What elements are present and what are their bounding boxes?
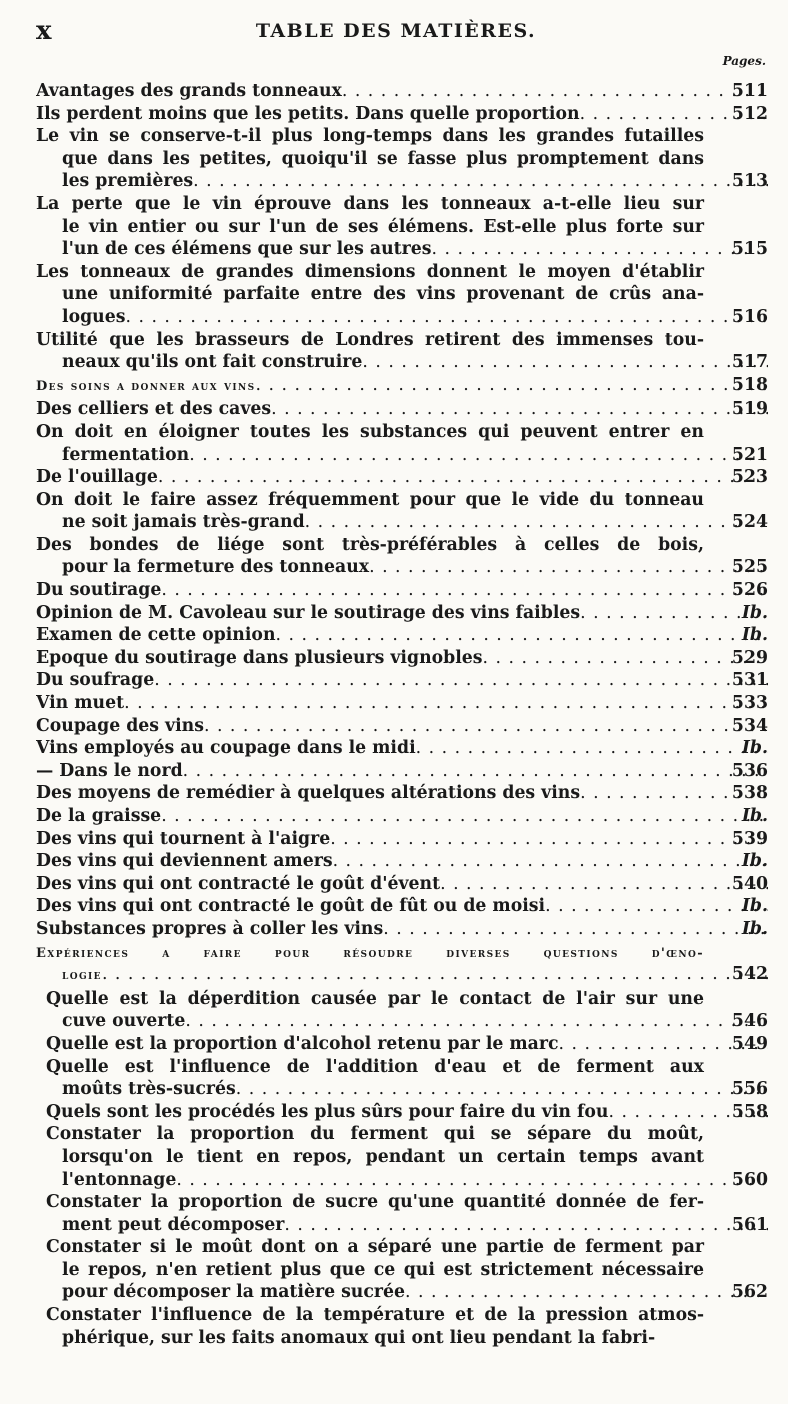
toc-page-number: 515 xyxy=(731,239,768,260)
toc-entry xyxy=(36,1101,768,1124)
toc-entry-text: Des vins qui ont contracté le goût d'évent xyxy=(36,873,441,894)
toc-entry-text: l'entonnage xyxy=(62,1169,177,1190)
toc-entry-text: Vins employés au coupage dans le midi xyxy=(36,738,416,759)
toc-page-number: 534 xyxy=(731,715,768,736)
toc-entry-text: lorsqu'on le tient en repos, pendant un certain temps avant xyxy=(62,1146,704,1167)
toc-page-number: 516 xyxy=(731,306,768,327)
toc-entry xyxy=(36,1033,768,1056)
toc-entry-text: Des celliers et des caves xyxy=(36,399,272,420)
toc-page-number: 533 xyxy=(731,693,768,714)
toc-entry-text: Coupage des vins xyxy=(36,715,204,736)
toc-page-number: 529 xyxy=(731,647,768,668)
toc-page-number: 511 xyxy=(731,81,768,101)
toc-entry-text: phérique, sur les faits anomaux qui ont lieu pendant la fabri- xyxy=(62,1327,656,1348)
toc-page-number: 542 xyxy=(731,964,768,985)
toc-entry xyxy=(36,988,768,1033)
toc-entry xyxy=(36,782,768,805)
folio-number: x xyxy=(36,16,52,46)
toc-entry xyxy=(36,261,768,329)
toc-entry-text: Des soins a donner aux vins xyxy=(36,378,256,394)
toc-entries xyxy=(36,80,768,1349)
toc-entry xyxy=(36,941,768,988)
toc-entry-text: Avantages des grands tonneaux xyxy=(36,81,342,101)
toc-page-number: 561 xyxy=(731,1214,768,1235)
toc-entry xyxy=(36,760,768,783)
toc-entry xyxy=(36,534,768,579)
toc-entry-text: Les tonneaux de grandes dimensions donnent le moyen d'établir xyxy=(36,261,704,282)
toc-entry-text: Utilité que les brasseurs de Londres retirent des immenses tou- xyxy=(36,329,704,350)
toc-entry xyxy=(36,466,768,489)
toc-page-number: 525 xyxy=(731,557,768,578)
toc-entry-text: fermentation xyxy=(62,444,190,465)
toc-entry-text: Quelle est la proportion d'alcohol retenu par le marc xyxy=(46,1033,559,1054)
toc-entry-text: Constater la proportion de sucre qu'une quantité donnée de fer- xyxy=(46,1192,704,1213)
toc-entry-text: l'un de ces élémens que sur les autres xyxy=(62,239,432,260)
toc-entry-text: Quelle est l'influence de l'addition d'eau et de ferment aux xyxy=(46,1056,704,1077)
toc-entry-text: Du soufrage xyxy=(36,670,155,691)
toc-entry-text: Quels sont les procédés les plus sûrs pour faire du vin fou xyxy=(46,1101,609,1122)
toc-entry-text: Du soutirage xyxy=(36,580,162,601)
toc-entry-text: Constater la proportion du ferment qui se sépare du moût, xyxy=(46,1124,704,1145)
toc-page-number: 512 xyxy=(731,103,768,124)
toc-entry xyxy=(36,421,768,466)
toc-entry xyxy=(36,805,768,828)
toc-page-number: 526 xyxy=(731,580,768,601)
toc-entry-text: Substances propres à coller les vins xyxy=(36,918,384,939)
toc-entry-text: logie xyxy=(62,968,102,984)
toc-entry-text: Des vins qui tournent à l'aigre xyxy=(36,828,331,849)
toc-page-number: Ib. xyxy=(741,602,768,623)
toc-entry-text: La perte que le vin éprouve dans les tonneaux a-t-elle lieu sur xyxy=(36,193,704,214)
toc-entry-text: pour décomposer la matière sucrée xyxy=(62,1282,405,1303)
toc-page-number: Ib. xyxy=(741,918,768,939)
toc-entry xyxy=(36,624,768,647)
toc-entry xyxy=(36,103,768,126)
toc-entry-text: Vin muet xyxy=(36,693,125,714)
toc-entry xyxy=(36,1304,768,1349)
toc-page-number: 517 xyxy=(731,352,768,373)
toc-entry-text: Epoque du soutirage dans plusieurs vignobles xyxy=(36,647,483,668)
toc-entry-text: De la graisse xyxy=(36,806,162,826)
toc-entry xyxy=(36,669,768,692)
toc-page-number: 556 xyxy=(731,1079,768,1100)
toc-entry-text: Le vin se conserve-t-il plus long-temps dans les grandes futailles xyxy=(36,126,704,147)
toc-page-number: 546 xyxy=(731,1011,768,1032)
toc-entry xyxy=(36,850,768,873)
toc-page-number: 560 xyxy=(731,1169,768,1190)
toc-page-number: 524 xyxy=(731,512,768,533)
toc-entry xyxy=(36,647,768,670)
toc-entry-text: Constater l'influence de la température et de la pression atmos- xyxy=(46,1305,704,1326)
toc-page-number: 538 xyxy=(731,783,768,804)
toc-entry-text: moûts très-sucrés xyxy=(62,1079,236,1100)
toc-entry xyxy=(36,828,768,851)
toc-entry-text: De l'ouillage xyxy=(36,467,158,488)
toc-entry-text: — Dans le nord xyxy=(36,760,183,781)
toc-entry-text: On doit en éloigner toutes les substances qui peuvent entrer en xyxy=(36,421,704,442)
toc-entry xyxy=(36,80,768,103)
toc-entry xyxy=(36,1123,768,1191)
toc-page-number: 558 xyxy=(731,1101,768,1122)
toc-page-number: 518 xyxy=(731,374,768,395)
toc-page-number: 536 xyxy=(731,760,768,781)
toc-entry-text: Expériences a faire pour résoudre diverses questions d'œno- xyxy=(36,945,704,961)
toc-entry-text: Des moyens de remédier à quelques altérations des vins xyxy=(36,783,581,804)
toc-entry xyxy=(36,125,768,193)
toc-page-number: Ib. xyxy=(741,625,768,646)
toc-entry-text: On doit le faire assez fréquemment pour que le vide du tonneau xyxy=(36,489,704,510)
toc-entry-text: Examen de cette opinion xyxy=(36,625,276,646)
toc-entry-text: ne soit jamais très-grand xyxy=(62,512,305,533)
page-title: TABLE DES MATIÈRES. xyxy=(255,20,537,42)
toc-entry-text: Constater si le moût dont on a séparé une partie de ferment par xyxy=(46,1237,704,1258)
toc-entry xyxy=(36,602,768,625)
pages-column-label: Pages. xyxy=(722,54,766,68)
toc-entry-text: les premières xyxy=(62,171,194,192)
toc-entry-text: Des vins qui deviennent amers xyxy=(36,851,333,872)
toc-page-number: Ib. xyxy=(741,806,768,826)
toc-entry-text: le repos, n'en retient plus que ce qui est strictement nécessaire xyxy=(62,1259,704,1280)
toc-entry xyxy=(36,1236,768,1304)
toc-entry-text: Ils perdent moins que les petits. Dans quelle proportion xyxy=(36,103,580,124)
toc-page-number: 531 xyxy=(731,670,768,691)
toc-page-number: 549 xyxy=(731,1033,768,1054)
toc-entry xyxy=(36,489,768,534)
toc-page-number: 562 xyxy=(731,1282,768,1303)
toc-entry xyxy=(36,873,768,896)
toc-page-number: Ib. xyxy=(741,851,768,872)
toc-entry xyxy=(36,737,768,760)
toc-entry xyxy=(36,398,768,421)
page-header xyxy=(36,16,756,50)
toc-entry-text: logues xyxy=(62,306,126,327)
toc-page-number: 513 xyxy=(731,171,768,192)
toc-entry xyxy=(36,1191,768,1236)
toc-entry-text: une uniformité parfaite entre des vins provenant de crûs ana- xyxy=(62,284,704,305)
toc-entry xyxy=(36,1056,768,1101)
toc-entry-text: neaux qu'ils ont fait construire xyxy=(62,352,363,373)
toc-entry-text: Des bondes de liége sont très-préférables à celles de bois, xyxy=(36,534,704,555)
toc-entry-text: cuve ouverte xyxy=(62,1011,186,1032)
toc-entry xyxy=(36,329,768,374)
toc-page-number: Ib. xyxy=(741,896,768,917)
toc-entry-text: que dans les petites, quoiqu'il se fasse plus promptement dans xyxy=(62,148,704,169)
toc-entry-text: Quelle est la déperdition causée par le contact de l'air sur une xyxy=(46,988,704,1009)
toc-entry xyxy=(36,579,768,602)
toc-entry xyxy=(36,374,768,399)
toc-page-number: Ib. xyxy=(741,738,768,759)
toc-page-number: 521 xyxy=(731,444,768,465)
toc-entry xyxy=(36,193,768,261)
toc-entry-text: pour la fermeture des tonneaux xyxy=(62,557,370,578)
toc-entry-text: Des vins qui ont contracté le goût de fût ou de moisi xyxy=(36,896,546,917)
toc-page-number: 540 xyxy=(731,873,768,894)
toc-entry xyxy=(36,918,768,941)
toc-entry xyxy=(36,692,768,715)
toc-page-number: 523 xyxy=(731,467,768,488)
toc-entry xyxy=(36,895,768,918)
toc-page-number: 539 xyxy=(731,828,768,849)
toc-entry-text: ment peut décomposer xyxy=(62,1214,285,1235)
toc-page-number: 519 xyxy=(731,399,768,420)
toc-entry xyxy=(36,715,768,738)
toc-entry-text: le vin entier ou sur l'un de ses élémens. Est-elle plus forte sur xyxy=(62,216,704,237)
toc-entry-text: Opinion de M. Cavoleau sur le soutirage des vins faibles xyxy=(36,602,581,623)
